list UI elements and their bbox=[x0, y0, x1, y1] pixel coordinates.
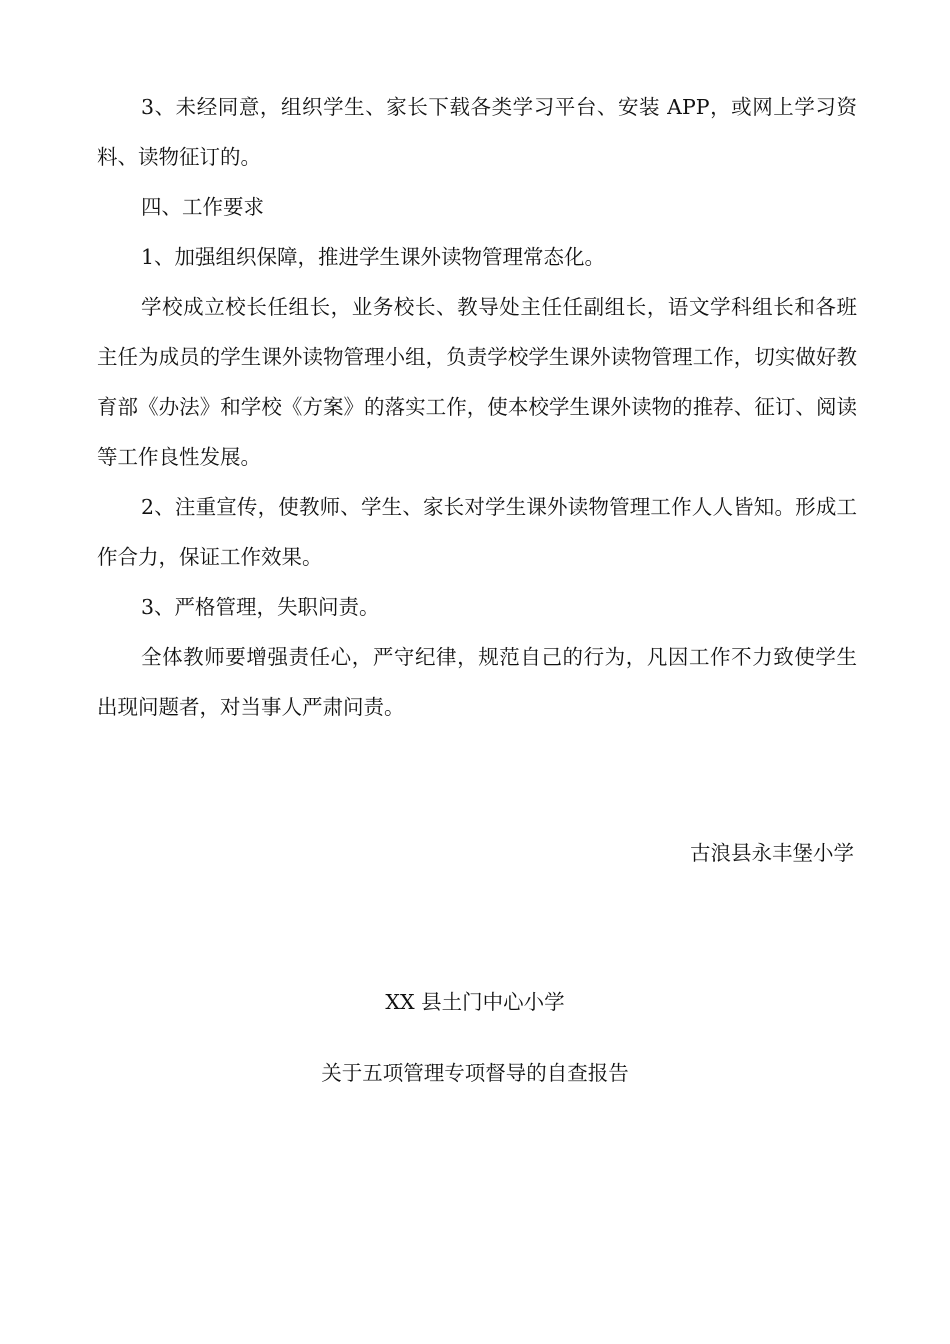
paragraph-item3-prohibited: 3、未经同意，组织学生、家长下载各类学习平台、安装 APP，或网上学习资料、读物征订的。 bbox=[97, 95, 857, 169]
requirement-3-heading: 3、严格管理，失职问责。 bbox=[141, 595, 380, 619]
next-document-school-name: XX 县土门中心小学 bbox=[385, 990, 565, 1014]
next-document-title: 关于五项管理专项督导的自查报告 bbox=[321, 1061, 629, 1085]
section-heading-work-requirements: 四、工作要求 bbox=[141, 195, 264, 219]
requirement-1-body: 学校成立校长任组长，业务校长、教导处主任任副组长，语文学科组长和各班主任为成员的学生课外读物管理小组，负责学校学生课外读物管理工作，切实做好教育部《办法》和学校《方案》的落实工作，使本校学生课外读物的推荐、征订、阅读等工作良性发展。 bbox=[97, 295, 857, 469]
signature-school-name: 古浪县永丰堡小学 bbox=[690, 841, 854, 865]
requirement-1-heading: 1、加强组织保障，推进学生课外读物管理常态化。 bbox=[141, 245, 606, 269]
requirement-2-paragraph: 2、注重宣传，使教师、学生、家长对学生课外读物管理工作人人皆知。形成工作合力，保证工作效果。 bbox=[97, 495, 857, 569]
requirement-3-body: 全体教师要增强责任心，严守纪律，规范自己的行为，凡因工作不力致使学生出现问题者，对当事人严肃问责。 bbox=[97, 645, 857, 719]
